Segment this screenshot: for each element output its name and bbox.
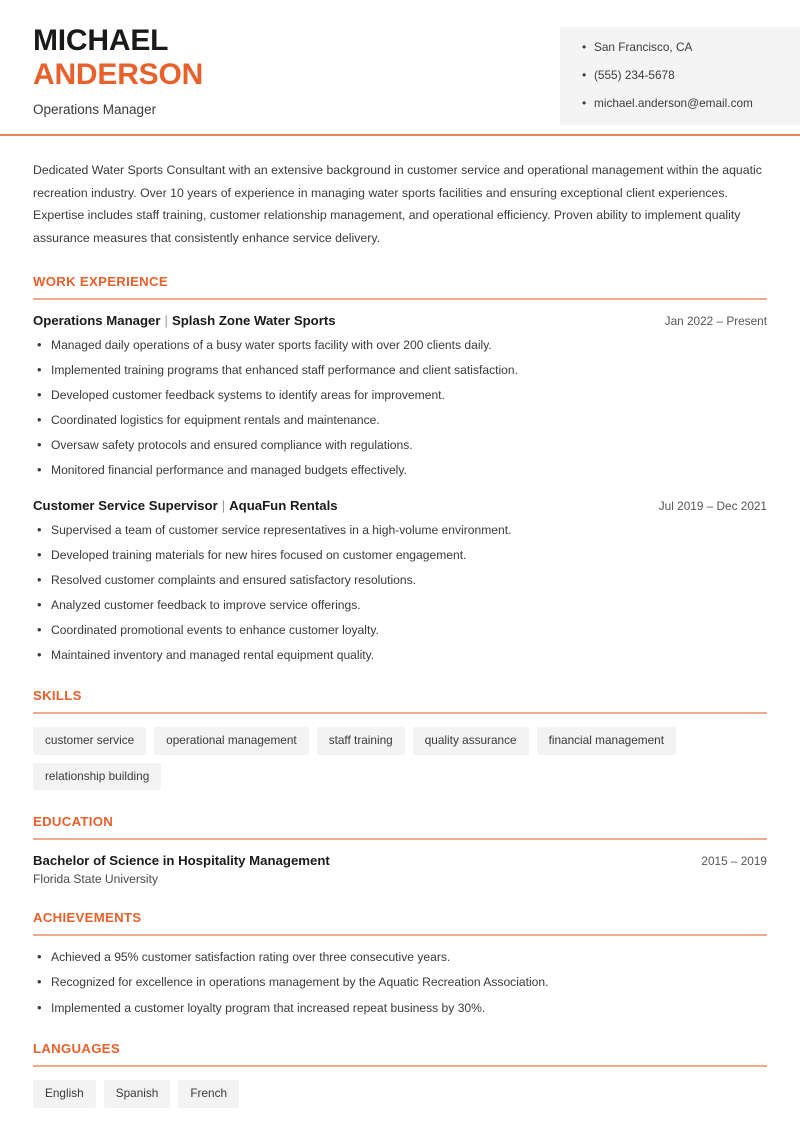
- achievement-bullet: • Implemented a customer loyalty program that increased repeat business by 30%.: [33, 1000, 767, 1018]
- resume-header: [0, 0, 800, 135]
- contact-location: • San Francisco, CA: [582, 40, 782, 56]
- headline-job-title: Operations Manager: [33, 102, 157, 118]
- skill-chip: financial management: [537, 727, 676, 755]
- experience-bullet: • Analyzed customer feedback to improve service offerings.: [33, 597, 767, 615]
- section-divider: [33, 712, 767, 714]
- education-entry-header: [33, 853, 767, 868]
- education-date-range: 2015 – 2019: [701, 854, 767, 869]
- language-chip: French: [178, 1080, 239, 1108]
- experience-entry-header: [33, 498, 767, 513]
- experience-date-range: Jan 2022 – Present: [664, 313, 767, 328]
- section-divider: [33, 934, 767, 936]
- last-name: ANDERSON: [33, 57, 204, 91]
- skill-chip: relationship building: [33, 763, 161, 791]
- experience-title-line: [33, 313, 336, 328]
- experience-bullet: • Coordinated logistics for equipment rentals and maintenance.: [33, 412, 767, 430]
- section-work-experience: [33, 274, 767, 664]
- experience-entry: [33, 498, 767, 665]
- experience-bullet-list: [33, 522, 767, 665]
- professional-summary: Dedicated Water Sports Consultant with an extensive background in customer service and operational management within the aquatic recreation industry. Over 10 years of experience in managing water sports facilities and ensuring exceptional client experiences. Expertise includes staff training, customer relationship management, and operational efficiency. Proven ability to implement quality assurance measures that consistently enhance service delivery.: [33, 163, 762, 246]
- languages-chip-list: [33, 1080, 767, 1108]
- experience-bullet: • Developed training materials for new hires focused on customer engagement.: [33, 547, 767, 565]
- experience-bullet: • Managed daily operations of a busy water sports facility with over 200 clients daily.: [33, 337, 767, 355]
- contact-list: [582, 40, 782, 112]
- language-chip: Spanish: [104, 1080, 171, 1108]
- skill-chip: staff training: [317, 727, 405, 755]
- experience-bullet-list: [33, 337, 767, 480]
- experience-bullet: • Maintained inventory and managed rental equipment quality.: [33, 647, 767, 665]
- education-school: Florida State University: [33, 872, 159, 887]
- section-title-languages: LANGUAGES: [33, 1041, 120, 1057]
- resume-body: [0, 135, 800, 1108]
- section-skills: [33, 688, 767, 790]
- experience-bullet: • Coordinated promotional events to enhance customer loyalty.: [33, 622, 767, 640]
- experience-entry: [33, 313, 767, 480]
- language-chip: English: [33, 1080, 96, 1108]
- experience-bullet: • Developed customer feedback systems to identify areas for improvement.: [33, 387, 767, 405]
- experience-bullet: • Implemented training programs that enhanced staff performance and client satisfaction.: [33, 362, 767, 380]
- section-education: [33, 814, 767, 886]
- achievement-bullet: • Achieved a 95% customer satisfaction rating over three consecutive years.: [33, 949, 767, 967]
- experience-date-range: Jul 2019 – Dec 2021: [658, 498, 767, 513]
- skill-chip: customer service: [33, 727, 146, 755]
- section-title-work-experience: WORK EXPERIENCE: [33, 273, 168, 289]
- skill-chip: operational management: [154, 727, 309, 755]
- contact-email: • michael.anderson@email.com: [582, 96, 782, 112]
- experience-entry-header: [33, 313, 767, 328]
- section-title-achievements: ACHIEVEMENTS: [33, 910, 142, 926]
- achievements-bullet-list: [33, 949, 767, 1017]
- section-divider: [33, 838, 767, 840]
- experience-bullet: • Resolved customer complaints and ensured satisfactory resolutions.: [33, 572, 767, 590]
- contact-info-box: [560, 27, 800, 125]
- section-divider: [33, 298, 767, 300]
- experience-role: Operations Manager: [33, 312, 161, 328]
- experience-title-line: [33, 498, 338, 513]
- first-name: MICHAEL: [33, 24, 169, 57]
- experience-bullet: • Supervised a team of customer service representatives in a high-volume environment.: [33, 522, 767, 540]
- experience-company: AquaFun Rentals: [229, 497, 338, 513]
- experience-role: Customer Service Supervisor: [33, 497, 218, 513]
- education-entry: [33, 853, 767, 886]
- achievement-bullet: • Recognized for excellence in operations management by the Aquatic Recreation Association.: [33, 974, 767, 992]
- header-divider: [0, 134, 800, 136]
- experience-bullet: • Oversaw safety protocols and ensured compliance with regulations.: [33, 437, 767, 455]
- education-degree: Bachelor of Science in Hospitality Management: [33, 853, 330, 869]
- section-achievements: [33, 910, 767, 1017]
- section-title-education: EDUCATION: [33, 814, 114, 830]
- section-languages: [33, 1041, 767, 1108]
- title-separator: |: [221, 497, 226, 513]
- experience-bullet: • Monitored financial performance and managed budgets effectively.: [33, 462, 767, 480]
- title-separator: |: [164, 312, 168, 328]
- section-title-skills: SKILLS: [33, 688, 82, 704]
- skill-chip: quality assurance: [413, 727, 529, 755]
- experience-company: Splash Zone Water Sports: [171, 312, 336, 328]
- skills-chip-list: [33, 727, 767, 790]
- contact-phone: • (555) 234-5678: [582, 68, 782, 84]
- section-divider: [33, 1065, 767, 1067]
- identity-block: [33, 24, 203, 117]
